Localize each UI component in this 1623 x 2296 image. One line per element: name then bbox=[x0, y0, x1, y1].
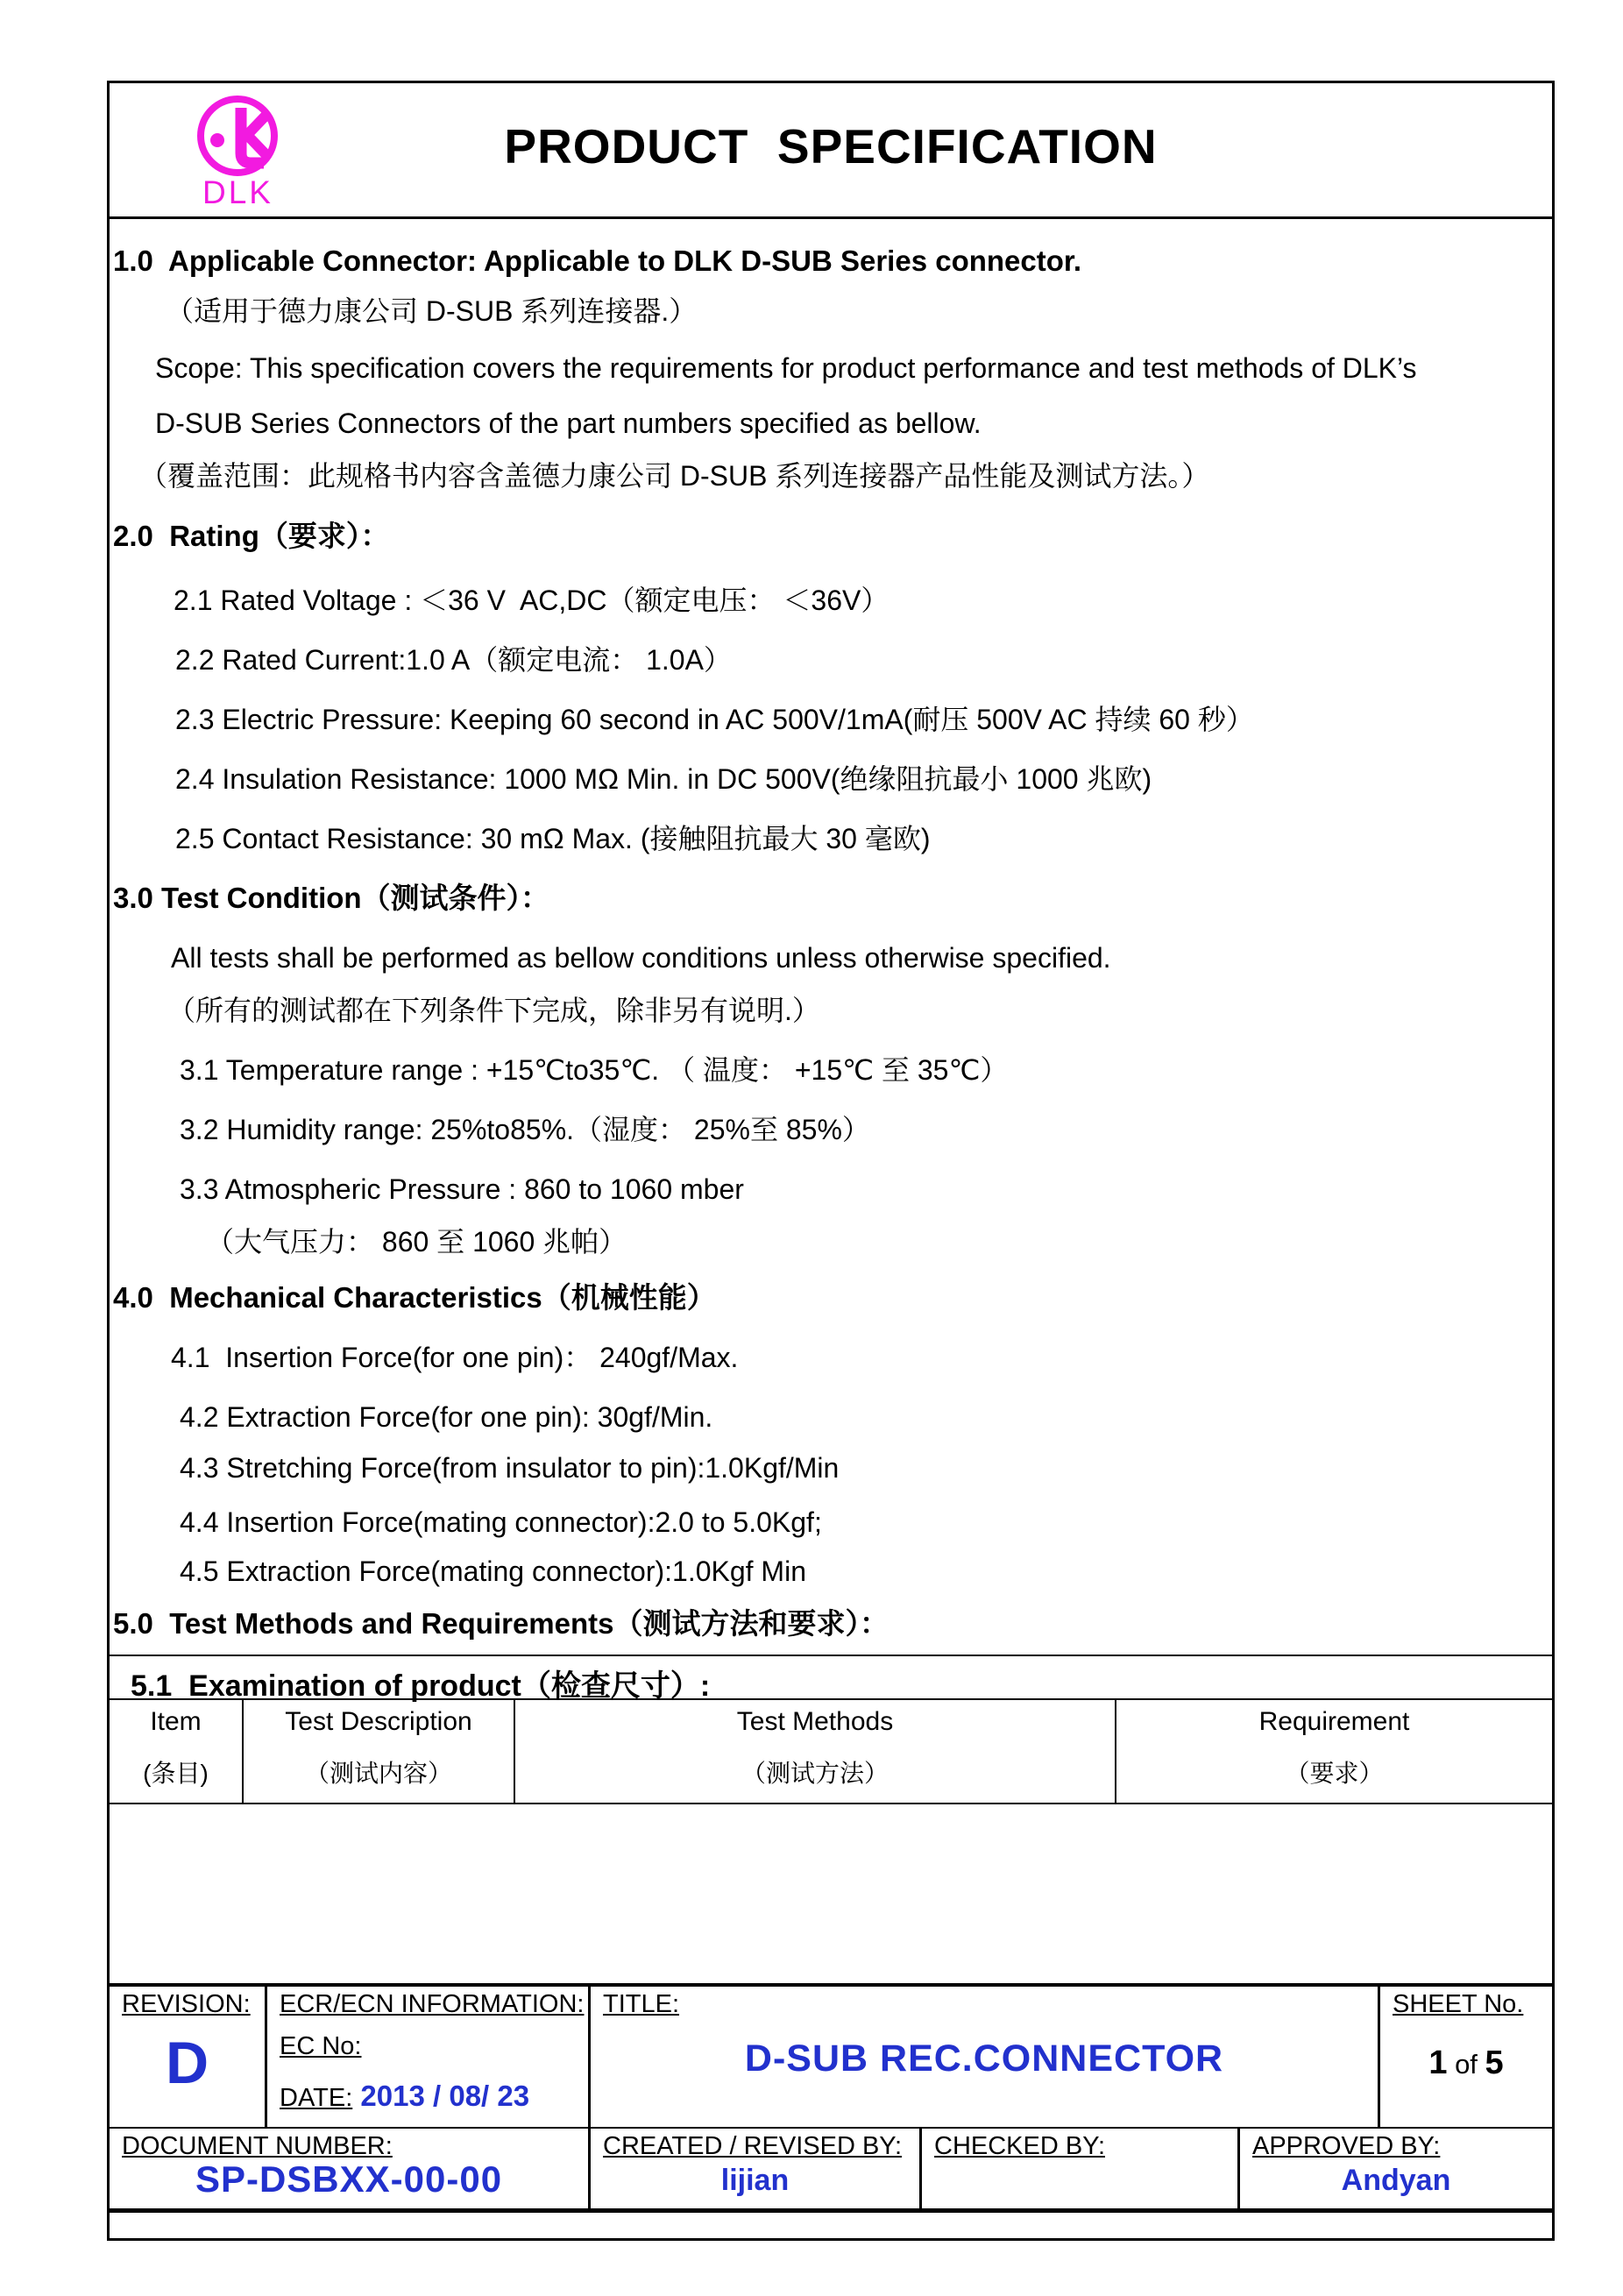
specification-body bbox=[110, 216, 1552, 1656]
scope-line-1: Scope: This specification covers the requirements for product performance and test methods of DLK’s bbox=[155, 352, 1417, 384]
test-condition-en: All tests shall be performed as bellow conditions unless otherwise specified. bbox=[171, 942, 1111, 974]
scope-line-2: D-SUB Series Connectors of the part numbers specified as bellow. bbox=[155, 407, 982, 439]
col-requirement-zh: （要求） bbox=[1285, 1760, 1384, 1787]
date-label: DATE: bbox=[280, 2084, 353, 2112]
examination-section bbox=[110, 1655, 1552, 1703]
revision-label: REVISION: bbox=[122, 1990, 251, 2018]
footer-row-1 bbox=[110, 1983, 1552, 2127]
footer-row-2 bbox=[110, 2127, 1552, 2213]
created-by-cell bbox=[591, 2129, 922, 2208]
examination-heading: 5.1 Examination of product（检查尺寸）: bbox=[131, 1669, 711, 1703]
title-label: TITLE: bbox=[603, 1990, 680, 2018]
ec-no-label: EC No: bbox=[280, 2032, 362, 2060]
spec-table-header-row bbox=[110, 1698, 1552, 1804]
checked-by-cell bbox=[922, 2129, 1240, 2208]
sheet-cell bbox=[1380, 1987, 1552, 2127]
section-2-0-heading: 2.0 Rating（要求）： bbox=[113, 520, 390, 552]
item-2-3: 2.3 Electric Pressure: Keeping 60 second in AC 500V/1mA(耐压 500V AC 持续 60 秒） bbox=[175, 704, 1254, 735]
date-value: 2013 / 08/ 23 bbox=[352, 2080, 530, 2112]
item-2-1: 2.1 Rated Voltage : ＜36 V AC,DC（额定电压： ＜36V） bbox=[174, 585, 889, 616]
section-1-0-cn: （适用于德力康公司 D-SUB 系列连接器.） bbox=[166, 295, 698, 327]
col-test-description bbox=[244, 1700, 515, 1803]
col-test-methods bbox=[515, 1700, 1116, 1803]
ecr-ecn-label: ECR/ECN INFORMATION: bbox=[280, 1990, 585, 2018]
item-4-2: 4.2 Extraction Force(for one pin): 30gf/Min. bbox=[180, 1401, 713, 1433]
section-5-0-heading: 5.0 Test Methods and Requirements（测试方法和要求）： bbox=[113, 1607, 889, 1640]
col-requirement-en: Requirement bbox=[1258, 1707, 1410, 1736]
section-3-0-heading: 3.0 Test Condition（测试条件）： bbox=[113, 882, 550, 914]
ecr-ecn-cell bbox=[267, 1987, 591, 2127]
col-item bbox=[110, 1700, 244, 1803]
document-number-label: DOCUMENT NUMBER: bbox=[122, 2132, 393, 2160]
created-by-label: CREATED / REVISED BY: bbox=[603, 2132, 903, 2160]
col-test-description-en: Test Description bbox=[285, 1707, 472, 1736]
document-number-value: SP-DSBXX-00-00 bbox=[195, 2158, 503, 2200]
item-2-2: 2.2 Rated Current:1.0 A（额定电流： 1.0A） bbox=[175, 644, 732, 676]
col-test-methods-zh: （测试方法） bbox=[741, 1760, 889, 1787]
created-by-value: lijian bbox=[720, 2164, 790, 2197]
item-3-2: 3.2 Humidity range: 25%to85%.（湿度： 25%至 85%） bbox=[180, 1114, 870, 1145]
test-condition-cn: （所有的测试都在下列条件下完成，除非另有说明.） bbox=[167, 995, 820, 1026]
col-test-description-zh: （测试内容） bbox=[304, 1760, 452, 1787]
document-title-value: D-SUB REC.CONNECTOR bbox=[744, 2037, 1224, 2080]
col-test-methods-en: Test Methods bbox=[736, 1707, 894, 1736]
approved-by-cell bbox=[1240, 2129, 1552, 2208]
sheet-number: 1 bbox=[1428, 2044, 1448, 2081]
sheet-label: SHEET No. bbox=[1393, 1990, 1524, 2018]
page-title: PRODUCT SPECIFICATION bbox=[504, 119, 1158, 174]
item-3-3-cn: （大气压力： 860 至 1060 兆帕） bbox=[206, 1226, 627, 1258]
document-frame bbox=[107, 81, 1555, 2241]
item-3-1: 3.1 Temperature range : +15℃to35℃. （ 温度： +15℃ 至 35℃） bbox=[180, 1054, 1009, 1086]
title-cell bbox=[591, 1987, 1380, 2127]
item-2-5: 2.5 Contact Resistance: 30 mΩ Max. (接触阻抗最大 30 毫欧) bbox=[175, 823, 931, 854]
logo-text: DLK bbox=[202, 174, 273, 210]
item-4-5: 4.5 Extraction Force(mating connector):1.0Kgf Min bbox=[180, 1555, 806, 1587]
item-4-3: 4.3 Stretching Force(from insulator to pin):1.0Kgf/Min bbox=[180, 1452, 840, 1484]
scope-cn: （覆盖范围：此规格书内容含盖德力康公司 D-SUB 系列连接器产品性能及测试方法。） bbox=[139, 460, 1210, 492]
document-number-cell bbox=[110, 2129, 591, 2208]
col-item-zh: (条目) bbox=[143, 1760, 209, 1787]
item-4-4: 4.4 Insertion Force(mating connector):2.0 to 5.0Kgf; bbox=[180, 1506, 822, 1538]
checked-by-label: CHECKED BY: bbox=[934, 2132, 1105, 2160]
revision-value: D bbox=[165, 2030, 209, 2096]
sheet-total: 5 bbox=[1485, 2044, 1504, 2081]
document-header bbox=[110, 83, 1552, 219]
item-4-1: 4.1 Insertion Force(for one pin)： 240gf/Max. bbox=[171, 1342, 739, 1373]
date-row bbox=[280, 2080, 529, 2113]
col-requirement bbox=[1116, 1700, 1552, 1803]
item-3-3: 3.3 Atmospheric Pressure : 860 to 1060 mber bbox=[180, 1173, 744, 1205]
col-item-en: Item bbox=[150, 1707, 202, 1736]
sheet-of: of bbox=[1447, 2049, 1485, 2080]
item-2-4: 2.4 Insulation Resistance: 1000 MΩ Min. in DC 500V(绝缘阻抗最小 1000 兆欧) bbox=[175, 763, 1152, 795]
approved-by-label: APPROVED BY: bbox=[1252, 2132, 1441, 2160]
sheet-value bbox=[1380, 2044, 1552, 2082]
section-1-0-heading: 1.0 Applicable Connector: Applicable to DLK D-SUB Series connector. bbox=[113, 244, 1082, 277]
section-4-0-heading: 4.0 Mechanical Characteristics（机械性能） bbox=[113, 1281, 716, 1314]
approved-by-value: Andyan bbox=[1341, 2164, 1451, 2197]
revision-cell bbox=[110, 1987, 267, 2127]
